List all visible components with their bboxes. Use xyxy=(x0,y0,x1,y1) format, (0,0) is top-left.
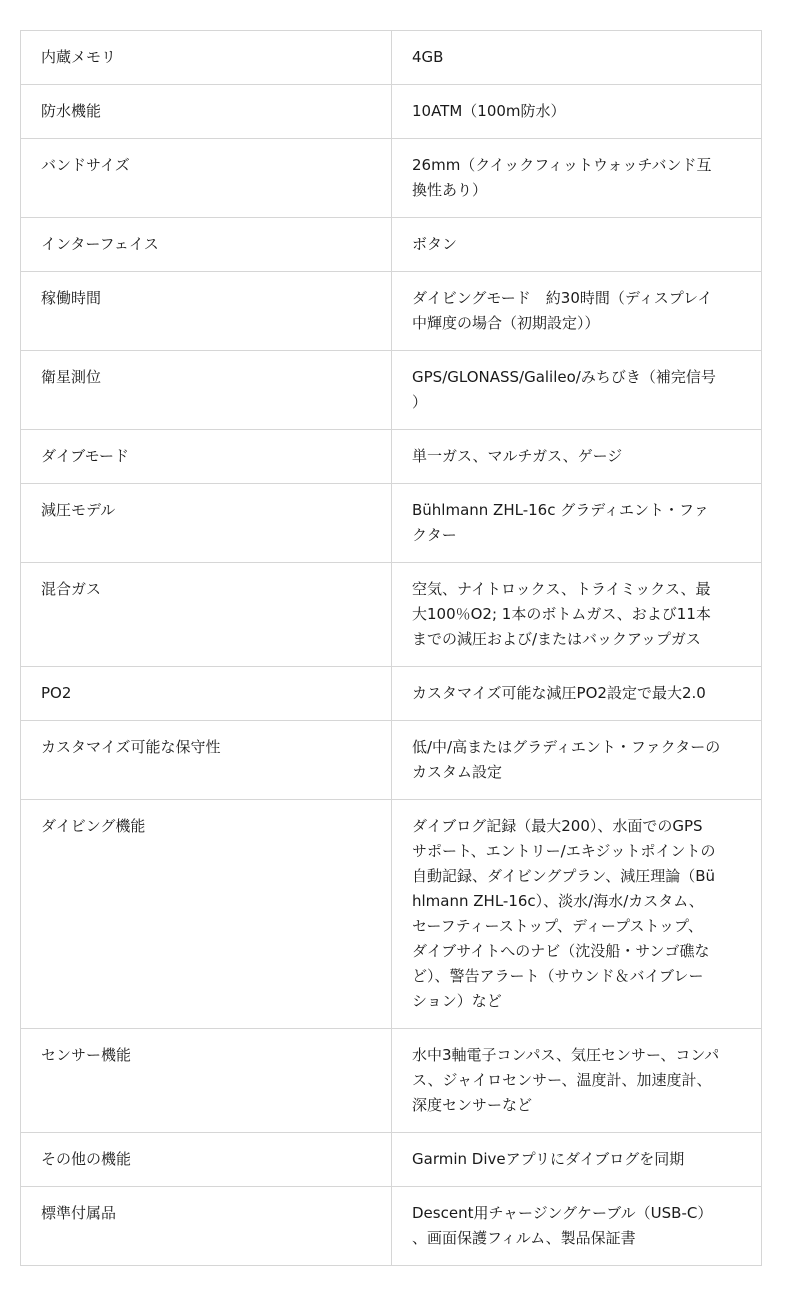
spec-value: 単一ガス、マルチガス、ゲージ xyxy=(392,430,762,484)
spec-value: 26mm（クイックフィットウォッチバンド互 換性あり） xyxy=(392,139,762,218)
spec-value: 水中3軸電子コンパス、気圧センサー、コンパ ス、ジャイロセンサー、温度計、加速度計、 深度センサーなど xyxy=(392,1029,762,1133)
spec-label: 混合ガス xyxy=(21,563,392,667)
spec-row-conservatism xyxy=(21,721,762,800)
spec-row-other-features xyxy=(21,1133,762,1187)
spec-label: 標準付属品 xyxy=(21,1187,392,1266)
spec-row-interface xyxy=(21,218,762,272)
spec-row-internal-memory xyxy=(21,31,762,85)
spec-row-sensors xyxy=(21,1029,762,1133)
spec-table xyxy=(20,30,762,1266)
spec-value: ダイブログ記録（最大200）、水面でのGPS サポート、エントリー/エキジットポイントの 自動記録、ダイビングプラン、減圧理論（Bü hlmann ZHL-16c）、淡水/海水/カスタム、 セーフティーストップ、ディープストップ、 ダイブサイトへのナビ（沈没船・サンゴ礁な ど）、警告アラート（サウンド＆バイブレー ション）など xyxy=(392,800,762,1029)
spec-label: 減圧モデル xyxy=(21,484,392,563)
spec-row-diving-features xyxy=(21,800,762,1029)
spec-row-water-resistance xyxy=(21,85,762,139)
spec-row-band-size xyxy=(21,139,762,218)
spec-value: Descent用チャージングケーブル（USB-C） 、画面保護フィルム、製品保証書 xyxy=(392,1187,762,1266)
spec-label: 防水機能 xyxy=(21,85,392,139)
spec-value: 4GB xyxy=(392,31,762,85)
spec-row-decompression-model xyxy=(21,484,762,563)
spec-label: PO2 xyxy=(21,667,392,721)
spec-label: 衛星測位 xyxy=(21,351,392,430)
spec-label: ダイビング機能 xyxy=(21,800,392,1029)
spec-table-body xyxy=(21,31,762,1266)
spec-row-po2 xyxy=(21,667,762,721)
spec-label: センサー機能 xyxy=(21,1029,392,1133)
spec-row-satellite-positioning xyxy=(21,351,762,430)
spec-value: Bühlmann ZHL-16c グラディエント・ファ クター xyxy=(392,484,762,563)
spec-label: バンドサイズ xyxy=(21,139,392,218)
spec-label: ダイブモード xyxy=(21,430,392,484)
spec-label: 内蔵メモリ xyxy=(21,31,392,85)
spec-value: Garmin Diveアプリにダイブログを同期 xyxy=(392,1133,762,1187)
spec-value: カスタマイズ可能な減圧PO2設定で最大2.0 xyxy=(392,667,762,721)
spec-row-accessories xyxy=(21,1187,762,1266)
spec-row-battery-life xyxy=(21,272,762,351)
spec-value: 10ATM（100m防水） xyxy=(392,85,762,139)
spec-value: GPS/GLONASS/Galileo/みちびき（補完信号 ） xyxy=(392,351,762,430)
spec-label: 稼働時間 xyxy=(21,272,392,351)
spec-value: ダイビングモード 約30時間（ディスプレイ 中輝度の場合（初期設定）） xyxy=(392,272,762,351)
spec-label: カスタマイズ可能な保守性 xyxy=(21,721,392,800)
spec-label: その他の機能 xyxy=(21,1133,392,1187)
spec-value: 低/中/高またはグラディエント・ファクターの カスタム設定 xyxy=(392,721,762,800)
spec-value: 空気、ナイトロックス、トライミックス、最 大100％O2; 1本のボトムガス、および11本 までの減圧および/またはバックアップガス xyxy=(392,563,762,667)
spec-value: ボタン xyxy=(392,218,762,272)
spec-row-gas-mix xyxy=(21,563,762,667)
spec-row-dive-mode xyxy=(21,430,762,484)
spec-label: インターフェイス xyxy=(21,218,392,272)
